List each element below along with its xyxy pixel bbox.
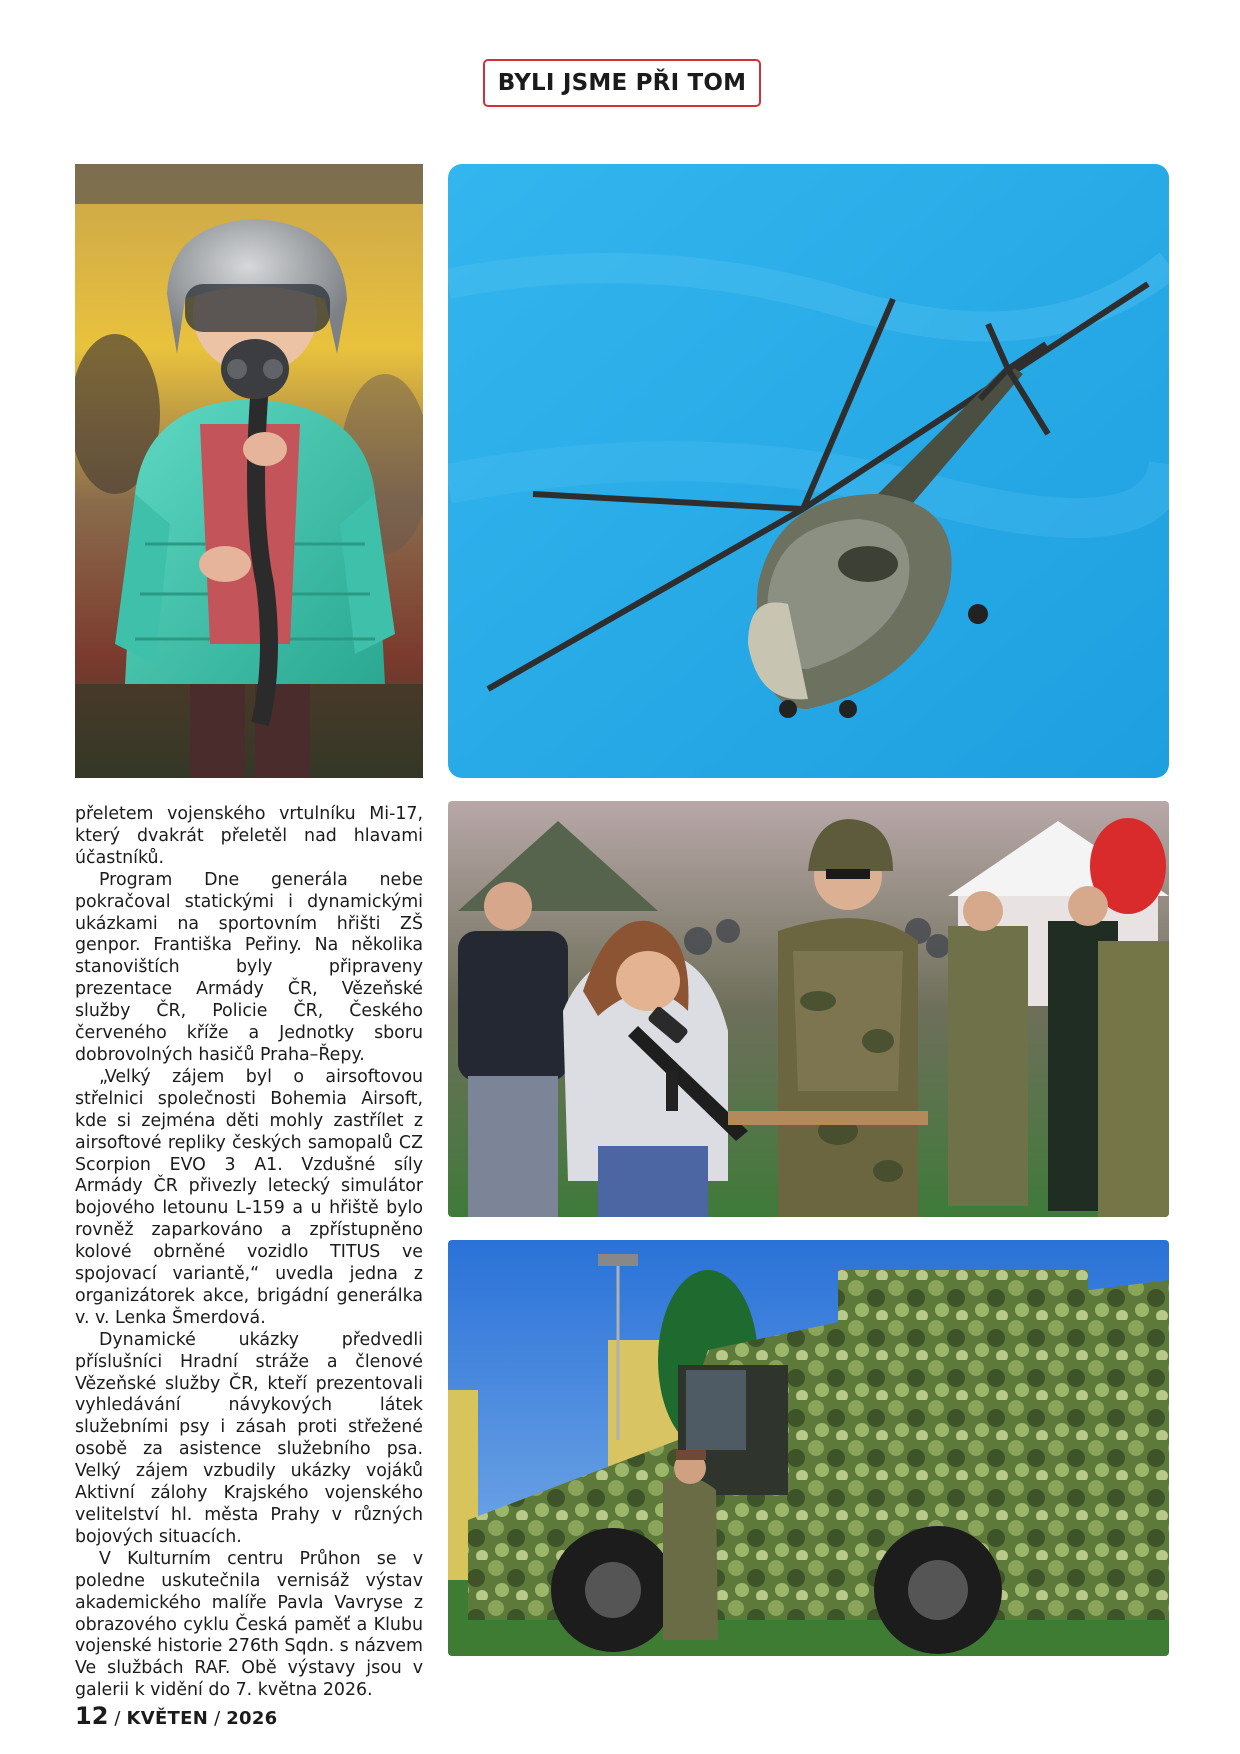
titus-vehicle-photo	[448, 1240, 1169, 1656]
page-number: 12	[75, 1702, 109, 1730]
mi17-helicopter-photo	[448, 164, 1169, 778]
footer-separator: /	[114, 1708, 121, 1729]
article-paragraph: „Velký zájem byl o airsoftovou střelnici společnosti Bohemia Airsoft, kde si zejména děti mohly zastřílet z airsoftové repliky českých samopalů CZ Scorpion EVO 3 A1. Vzdušné síly Armády ČR přivezly letecký simulátor bojového letounu L-159 a u hřiště bylo rovněž zaparkováno a zpřístupněno kolové obrněné vozidlo TITUS ve spojovací variantě,“ uvedla jedna z organizátorek akce, brigádní generálka v. v. Lenka Šmerdová.	[75, 1066, 423, 1328]
page-footer	[75, 1702, 278, 1730]
footer-separator: /	[214, 1708, 221, 1729]
airsoft-shooting-photo	[448, 801, 1169, 1217]
issue-month: KVĚTEN	[126, 1708, 209, 1729]
article-paragraph: Dynamické ukázky předvedli příslušníci Hradní stráže a členové Vězeňské služby ČR, kteří prezentovali vyhledávání návykových látek služebními psy i zásah proti střežené osobě za asistence služebního psa. Velký zájem vzbudily ukázky vojáků Aktivní zálohy Krajského vojenského velitelství hl. města Prahy v různých bojových situacích.	[75, 1329, 423, 1547]
article-paragraph: V Kulturním centru Průhon se v poledne uskutečnila vernisáž výstav akademického malíře Pavla Vavryse z obrazového cyklu Česká paměť a Klubu vojenské historie 276th Sqdn. s názvem Ve službách RAF. Obě výstavy jsou v galerii k vidění do 7. května 2026.	[75, 1548, 423, 1701]
article-body	[75, 804, 423, 1702]
issue-year: 2026	[226, 1708, 278, 1729]
child-in-pilot-helmet-photo	[75, 164, 423, 778]
article-paragraph: přeletem vojenského vrtulníku Mi-17, který dvakrát přeletěl nad hlavami účastníků.	[75, 804, 423, 868]
article-paragraph: Program Dne generála nebe pokračoval statickými i dynamickými ukázkami na sportovním hřišti ZŠ genpor. Františka Peřiny. Na několika stanovištích byly připraveny prezentace Armády ČR, Vězeňské služby ČR, Policie ČR, Českého červeného kříže a Jednotky sboru dobrovolných hasičů Praha–Řepy.	[75, 869, 423, 1065]
section-tag: BYLI JSME PŘI TOM	[483, 59, 761, 107]
